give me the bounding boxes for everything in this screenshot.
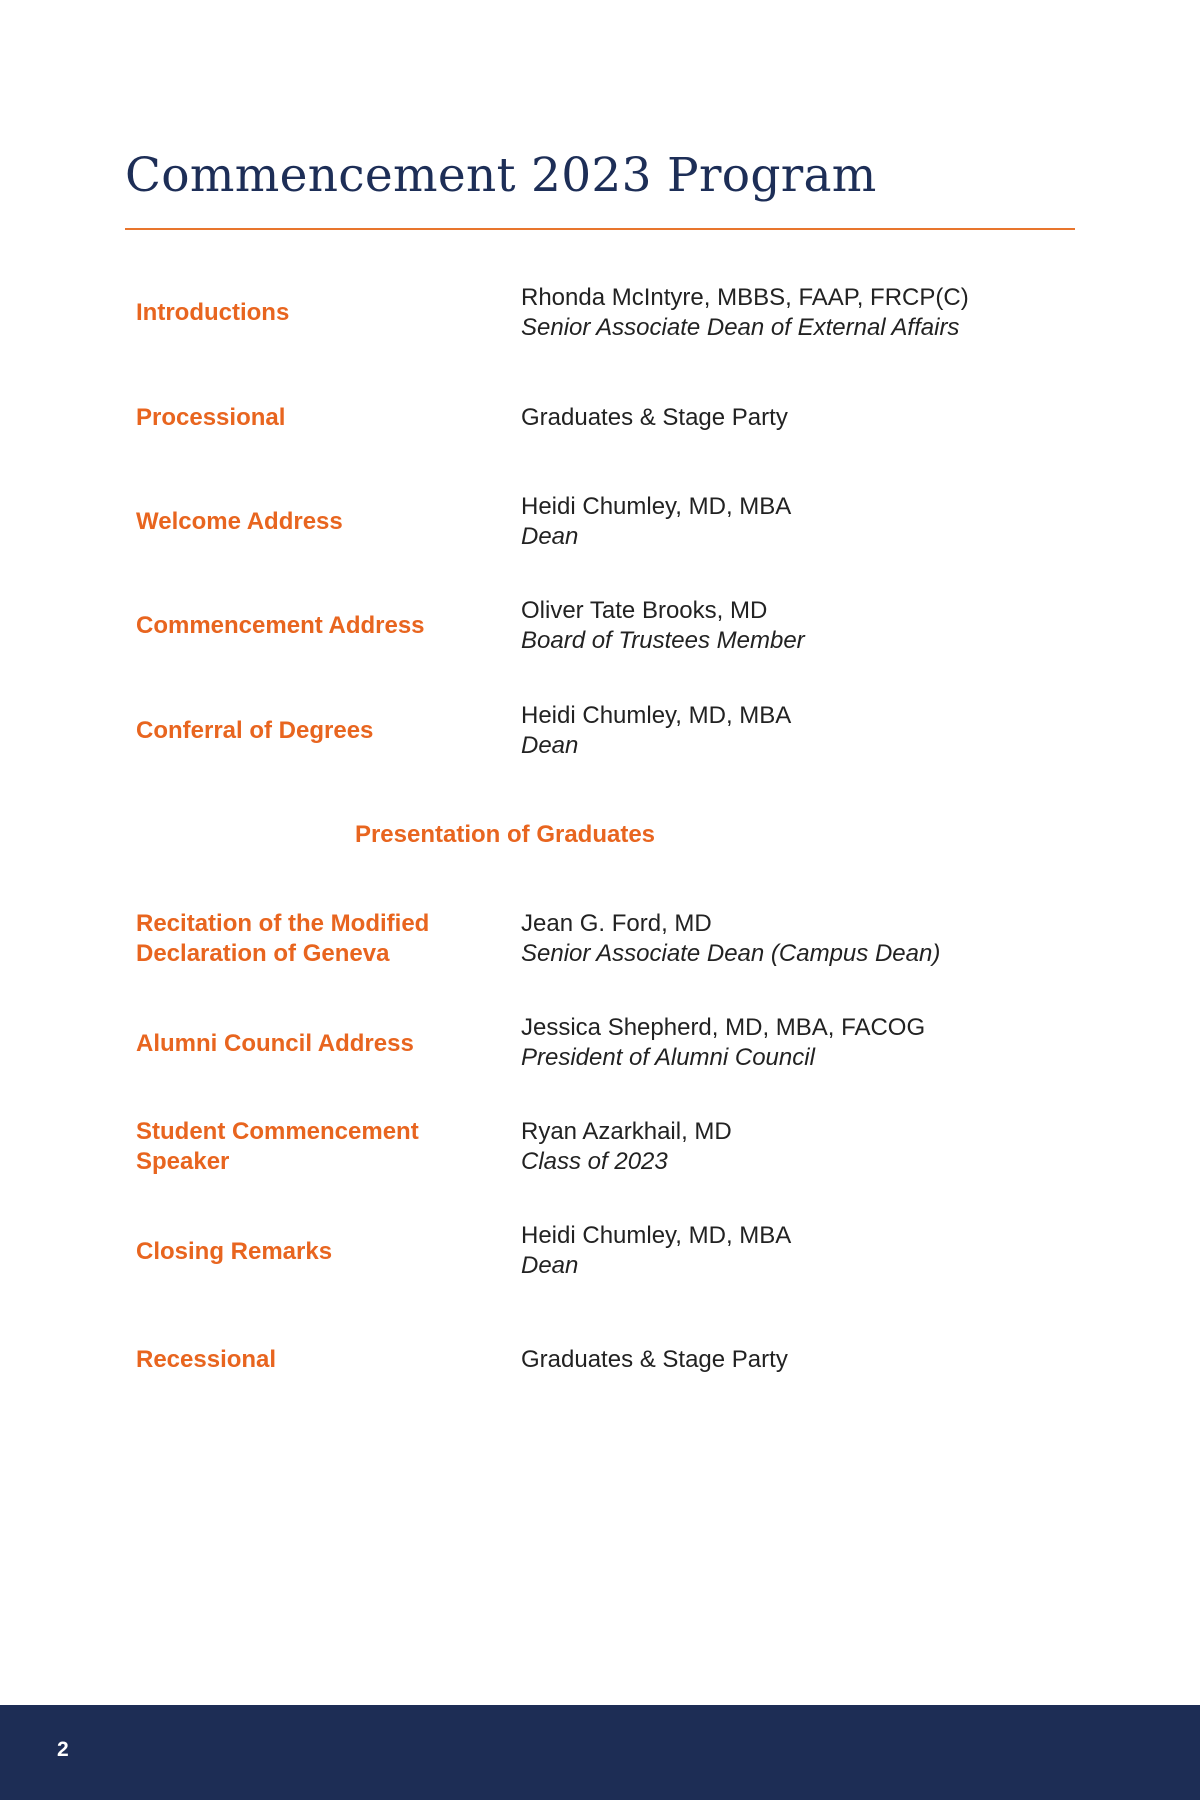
page-number: 2: [57, 1738, 69, 1761]
program-item-person: [521, 596, 1061, 656]
speaker-name: Jessica Shepherd, MD, MBA, FACOG: [521, 1014, 926, 1041]
footer-bar: [0, 1705, 1200, 1800]
program-item-label: [136, 909, 496, 969]
speaker-name: Graduates & Stage Party: [521, 404, 788, 431]
program-item-label-line: Student Commencement: [136, 1118, 419, 1145]
program-item-label: Recessional: [136, 1346, 277, 1373]
program-item-person: [521, 283, 1061, 343]
speaker-role: Dean: [521, 523, 579, 550]
title-divider: [125, 228, 1075, 230]
speaker-name: Heidi Chumley, MD, MBA: [521, 493, 792, 520]
speaker-role: Dean: [521, 1252, 579, 1279]
program-item-label: Welcome Address: [136, 508, 343, 535]
speaker-role: Senior Associate Dean of External Affairs: [521, 314, 960, 341]
speaker-role: Class of 2023: [521, 1148, 668, 1175]
program-item-label-line: Declaration of Geneva: [136, 940, 390, 967]
program-item-label-line: Speaker: [136, 1148, 230, 1175]
program-item-label-line: Recitation of the Modified: [136, 910, 430, 937]
speaker-role: Dean: [521, 732, 579, 759]
speaker-role: Senior Associate Dean (Campus Dean): [521, 940, 941, 967]
speaker-name: Ryan Azarkhail, MD: [521, 1118, 732, 1145]
program-item-person: [521, 909, 1061, 969]
program-item-label: [136, 1117, 496, 1177]
speaker-name: Heidi Chumley, MD, MBA: [521, 1222, 792, 1249]
program-item-label: Conferral of Degrees: [136, 717, 374, 744]
page-title: Commencement 2023 Program: [125, 148, 877, 203]
speaker-role: President of Alumni Council: [521, 1044, 815, 1071]
speaker-name: Heidi Chumley, MD, MBA: [521, 702, 792, 729]
program-item-person: [521, 701, 1061, 761]
program-item-person: [521, 1345, 1061, 1375]
program-item-person: [521, 1013, 1061, 1073]
program-item-person: [521, 403, 1061, 433]
program-item-label: Alumni Council Address: [136, 1030, 414, 1057]
section-heading-presentation-of-graduates: Presentation of Graduates: [354, 821, 656, 848]
program-item-label: Processional: [136, 404, 286, 431]
speaker-name: Graduates & Stage Party: [521, 1346, 788, 1373]
program-item-person: [521, 1117, 1061, 1177]
program-item-label: Introductions: [136, 299, 290, 326]
speaker-name: Jean G. Ford, MD: [521, 910, 712, 937]
speaker-role: Board of Trustees Member: [521, 627, 805, 654]
program-item-label: Closing Remarks: [136, 1238, 333, 1265]
program-item-person: [521, 1221, 1061, 1281]
program-item-label: Commencement Address: [136, 612, 425, 639]
speaker-name: Rhonda McIntyre, MBBS, FAAP, FRCP(C): [521, 284, 969, 311]
speaker-name: Oliver Tate Brooks, MD: [521, 597, 768, 624]
program-item-person: [521, 492, 1061, 552]
